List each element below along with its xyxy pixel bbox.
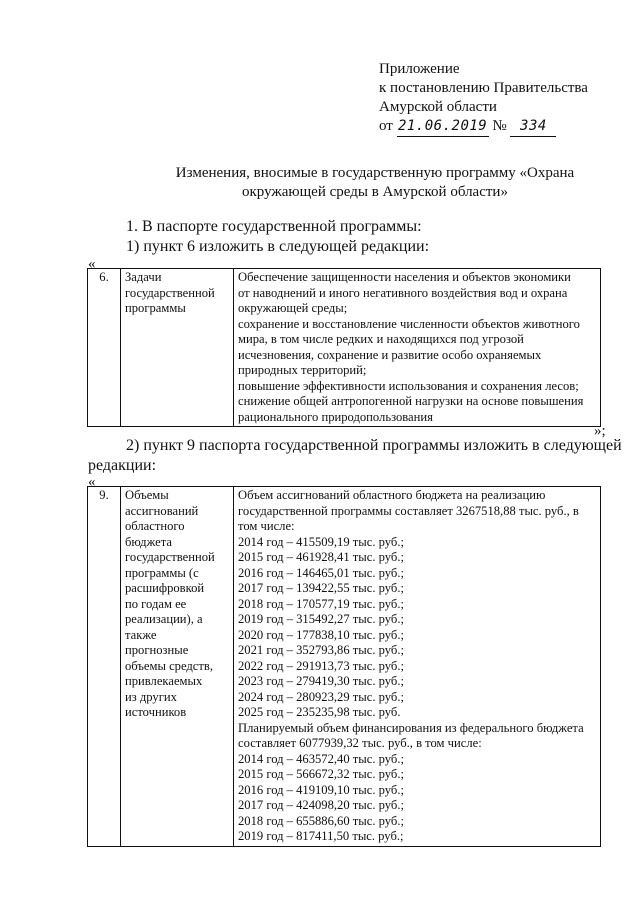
row-content: Объем ассигнований областного бюджета на реализацию государственной программы составляет 3267518,88 тыс. руб., в том числе: 2014 год – 415509,19 тыс. руб.; 2015 год – 461928,41 тыс. руб.; 2016 год – 146465,01 тыс. руб.; 2017 год – 139422,55 тыс. руб.; 2018 год – 170577,19 тыс. руб.; 2019 год – 315492,27 тыс. руб.; 2020 год – 177838,10 тыс. руб.; 2021 год – 352793,86 тыс. руб.; 2022 год – 291913,73 тыс. руб.; 2023 год – 279419,30 тыс. руб.; 2024 год – 280923,29 тыс. руб.; 2025 год – 235235,98 тыс. руб. Планируемый объем финансирования из федерального бюджета составляет 6077939,32 тыс. руб., в том числе: 2014 год – 463572,40 тыс. руб.; 2015 год – 566672,32 тыс. руб.; 2016 год – 419109,10 тыс. руб.; 2017 год – 424098,20 тыс. руб.; 2018 год – 655886,60 тыс. руб.; 2019 год – 817411,50 тыс. руб.; [234,487,601,847]
appendix-title: Приложение [379,61,460,77]
decree-date: 21.06.2019 [397,117,489,137]
item-1-heading: 1) пункт 6 изложить в следующей редакции: [126,238,430,255]
appendix-decree: к постановлению Правительства [379,80,588,96]
row-number: 9. [88,487,121,847]
open-quote-1: « [88,256,96,272]
appendix-date-row [379,117,588,137]
from-label: от [379,118,393,134]
item-2-paragraph [88,436,622,476]
row-label: Объемы ассигнований областного бюджета государственной программы (с расшифровкой по годам ее реализации), а также прогнозные объемы средств, привлекаемых из других источников [121,487,234,847]
table-row [88,269,601,427]
document-title [150,164,600,202]
close-quote-1: »; [594,423,606,439]
table-row [88,487,601,847]
item-2-line-1: 2) пункт 9 паспорта государственной программы изложить в следующей [126,437,622,454]
appendix-block [379,60,588,137]
table-item-9 [87,486,601,847]
title-line-1: Изменения, вносимые в государственную программу «Охрана [175,165,575,181]
item-2-line-2: редакции: [88,457,157,474]
table-item-6 [87,268,601,427]
title-line-2: окружающей среды в Амурской области» [242,184,508,200]
number-label: № [492,118,507,134]
row-content: Обеспечение защищенности населения и объектов экономики от наводнений и иного негативного воздействия вод и охрана окружающей среды; сохранение и восстановление численности объектов животного мира, в том числе редких и находящихся под угрозой исчезновения, сохранение и развитие особо охраняемых природных территорий; повышение эффективности использования и сохранения лесов; снижение общей антропогенной нагрузки на основе повышения рационального природопользования [234,269,601,427]
row-number: 6. [88,269,121,427]
appendix-region: Амурской области [379,99,497,115]
open-quote-2: « [88,474,96,490]
decree-number: 334 [510,117,556,137]
section-1-heading: 1. В паспорте государственной программы: [126,218,422,235]
row-label: Задачи государственной программы [121,269,234,427]
